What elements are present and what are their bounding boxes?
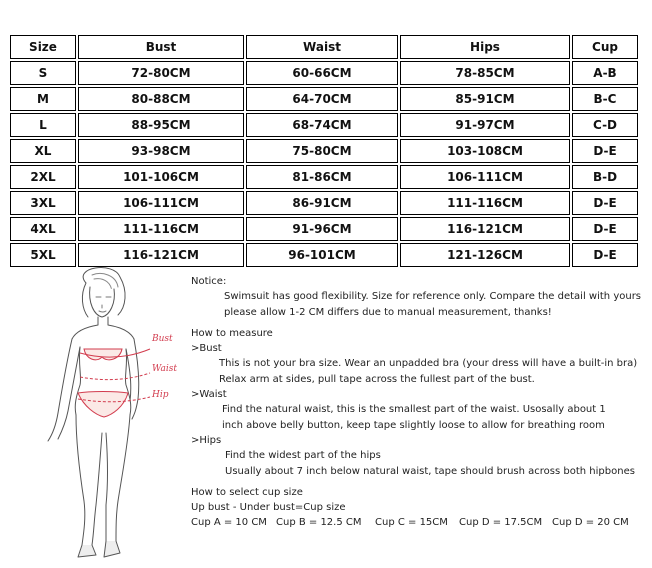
cell-cup: D-E bbox=[572, 139, 638, 163]
bust-label: Bust bbox=[152, 334, 173, 344]
right-shoe bbox=[104, 541, 120, 557]
cell-size: S bbox=[10, 61, 76, 85]
cell-waist: 75-80CM bbox=[246, 139, 398, 163]
header-hips: Hips bbox=[400, 35, 570, 59]
how-to-measure-title: How to measure bbox=[191, 327, 273, 339]
cup-size-formula: Up bust - Under bust=Cup size bbox=[191, 502, 346, 514]
table-header-row bbox=[10, 35, 638, 59]
left-shoe bbox=[78, 545, 96, 557]
table-row bbox=[10, 191, 638, 215]
cell-cup: A-B bbox=[572, 61, 638, 85]
cup-size-list bbox=[191, 515, 646, 530]
waist-measure-line bbox=[80, 373, 150, 380]
right-leg bbox=[106, 415, 130, 541]
cell-cup: B-D bbox=[572, 165, 638, 189]
body-measurement-figure bbox=[22, 265, 192, 565]
table-row bbox=[10, 87, 638, 111]
cell-size: L bbox=[10, 113, 76, 137]
hip-label: Hip bbox=[152, 390, 169, 400]
cell-hips: 111-116CM bbox=[400, 191, 570, 215]
cup-size-title: How to select cup size bbox=[191, 486, 303, 498]
table-row bbox=[10, 217, 638, 241]
cell-waist: 68-74CM bbox=[246, 113, 398, 137]
left-arm bbox=[48, 339, 80, 441]
notice-line: Swimsuit has good flexibility. Size for reference only. Compare the detail with yours bbox=[224, 291, 642, 303]
notice-line: please allow 1-2 CM differs due to manual measurement, thanks! bbox=[224, 306, 552, 318]
cell-cup: C-D bbox=[572, 113, 638, 137]
cell-hips: 103-108CM bbox=[400, 139, 570, 163]
cell-bust: 88-95CM bbox=[78, 113, 244, 137]
size-chart-table bbox=[8, 33, 640, 269]
waist-label: Waist bbox=[152, 364, 177, 374]
cell-cup: D-E bbox=[572, 217, 638, 241]
cell-waist: 86-91CM bbox=[246, 191, 398, 215]
torso-outline bbox=[72, 317, 134, 339]
notice-title: Notice: bbox=[191, 276, 227, 287]
cell-hips: 85-91CM bbox=[400, 87, 570, 111]
cell-cup: B-C bbox=[572, 87, 638, 111]
waist-heading: >Waist bbox=[191, 389, 227, 401]
waist-instruction: Find the natural waist, this is the smallest part of the waist. Usosally about 1 bbox=[222, 404, 606, 416]
left-leg bbox=[76, 415, 102, 545]
waist-instruction: inch above belly button, keep tape slightly loose to allow for breathing room bbox=[222, 419, 605, 431]
cell-hips: 78-85CM bbox=[400, 61, 570, 85]
cell-size: 4XL bbox=[10, 217, 76, 241]
cell-waist: 81-86CM bbox=[246, 165, 398, 189]
header-size: Size bbox=[10, 35, 76, 59]
cell-waist: 64-70CM bbox=[246, 87, 398, 111]
cell-hips: 116-121CM bbox=[400, 217, 570, 241]
cell-bust: 72-80CM bbox=[78, 61, 244, 85]
cell-bust: 101-106CM bbox=[78, 165, 244, 189]
cup-size-item: Cup C = 15CM bbox=[375, 517, 448, 529]
cell-bust: 111-116CM bbox=[78, 217, 244, 241]
cup-size-item: Cup A = 10 CM bbox=[191, 517, 267, 529]
bikini-bottom bbox=[78, 392, 128, 418]
measurement-notes bbox=[191, 274, 646, 531]
table-row bbox=[10, 113, 638, 137]
cell-waist: 60-66CM bbox=[246, 61, 398, 85]
cell-size: 5XL bbox=[10, 243, 76, 267]
cell-bust: 116-121CM bbox=[78, 243, 244, 267]
table-row bbox=[10, 139, 638, 163]
table-row bbox=[10, 243, 638, 267]
cell-waist: 96-101CM bbox=[246, 243, 398, 267]
header-bust: Bust bbox=[78, 35, 244, 59]
cell-cup: D-E bbox=[572, 191, 638, 215]
bust-instruction: Relax arm at sides, pull tape across the fullest part of the bust. bbox=[219, 373, 535, 385]
cup-size-item: Cup D = 17.5CM bbox=[459, 517, 543, 529]
cup-size-item: Cup D = 20 CM bbox=[552, 517, 629, 529]
header-cup: Cup bbox=[572, 35, 638, 59]
cell-waist: 91-96CM bbox=[246, 217, 398, 241]
bust-heading: >Bust bbox=[191, 343, 222, 355]
hips-instruction: Usually about 7 inch below natural waist, tape should brush across both hipbones bbox=[225, 465, 635, 477]
cell-size: M bbox=[10, 87, 76, 111]
cell-size: XL bbox=[10, 139, 76, 163]
face-outline bbox=[90, 287, 115, 317]
hips-instruction: Find the widest part of the hips bbox=[225, 450, 381, 462]
cell-size: 3XL bbox=[10, 191, 76, 215]
bust-instruction: This is not your bra size. Wear an unpadded bra (your dress will have a built-in bra) bbox=[219, 358, 638, 370]
cell-cup: D-E bbox=[572, 243, 638, 267]
cup-size-item: Cup B = 12.5 CM bbox=[276, 517, 362, 529]
cell-size: 2XL bbox=[10, 165, 76, 189]
cell-hips: 106-111CM bbox=[400, 165, 570, 189]
right-arm bbox=[126, 339, 139, 419]
cell-bust: 93-98CM bbox=[78, 139, 244, 163]
bikini-top bbox=[84, 349, 122, 360]
table-row bbox=[10, 165, 638, 189]
table-row bbox=[10, 61, 638, 85]
header-waist: Waist bbox=[246, 35, 398, 59]
cell-bust: 106-111CM bbox=[78, 191, 244, 215]
cell-bust: 80-88CM bbox=[78, 87, 244, 111]
hips-heading: >Hips bbox=[191, 434, 222, 446]
cell-hips: 91-97CM bbox=[400, 113, 570, 137]
cell-hips: 121-126CM bbox=[400, 243, 570, 267]
